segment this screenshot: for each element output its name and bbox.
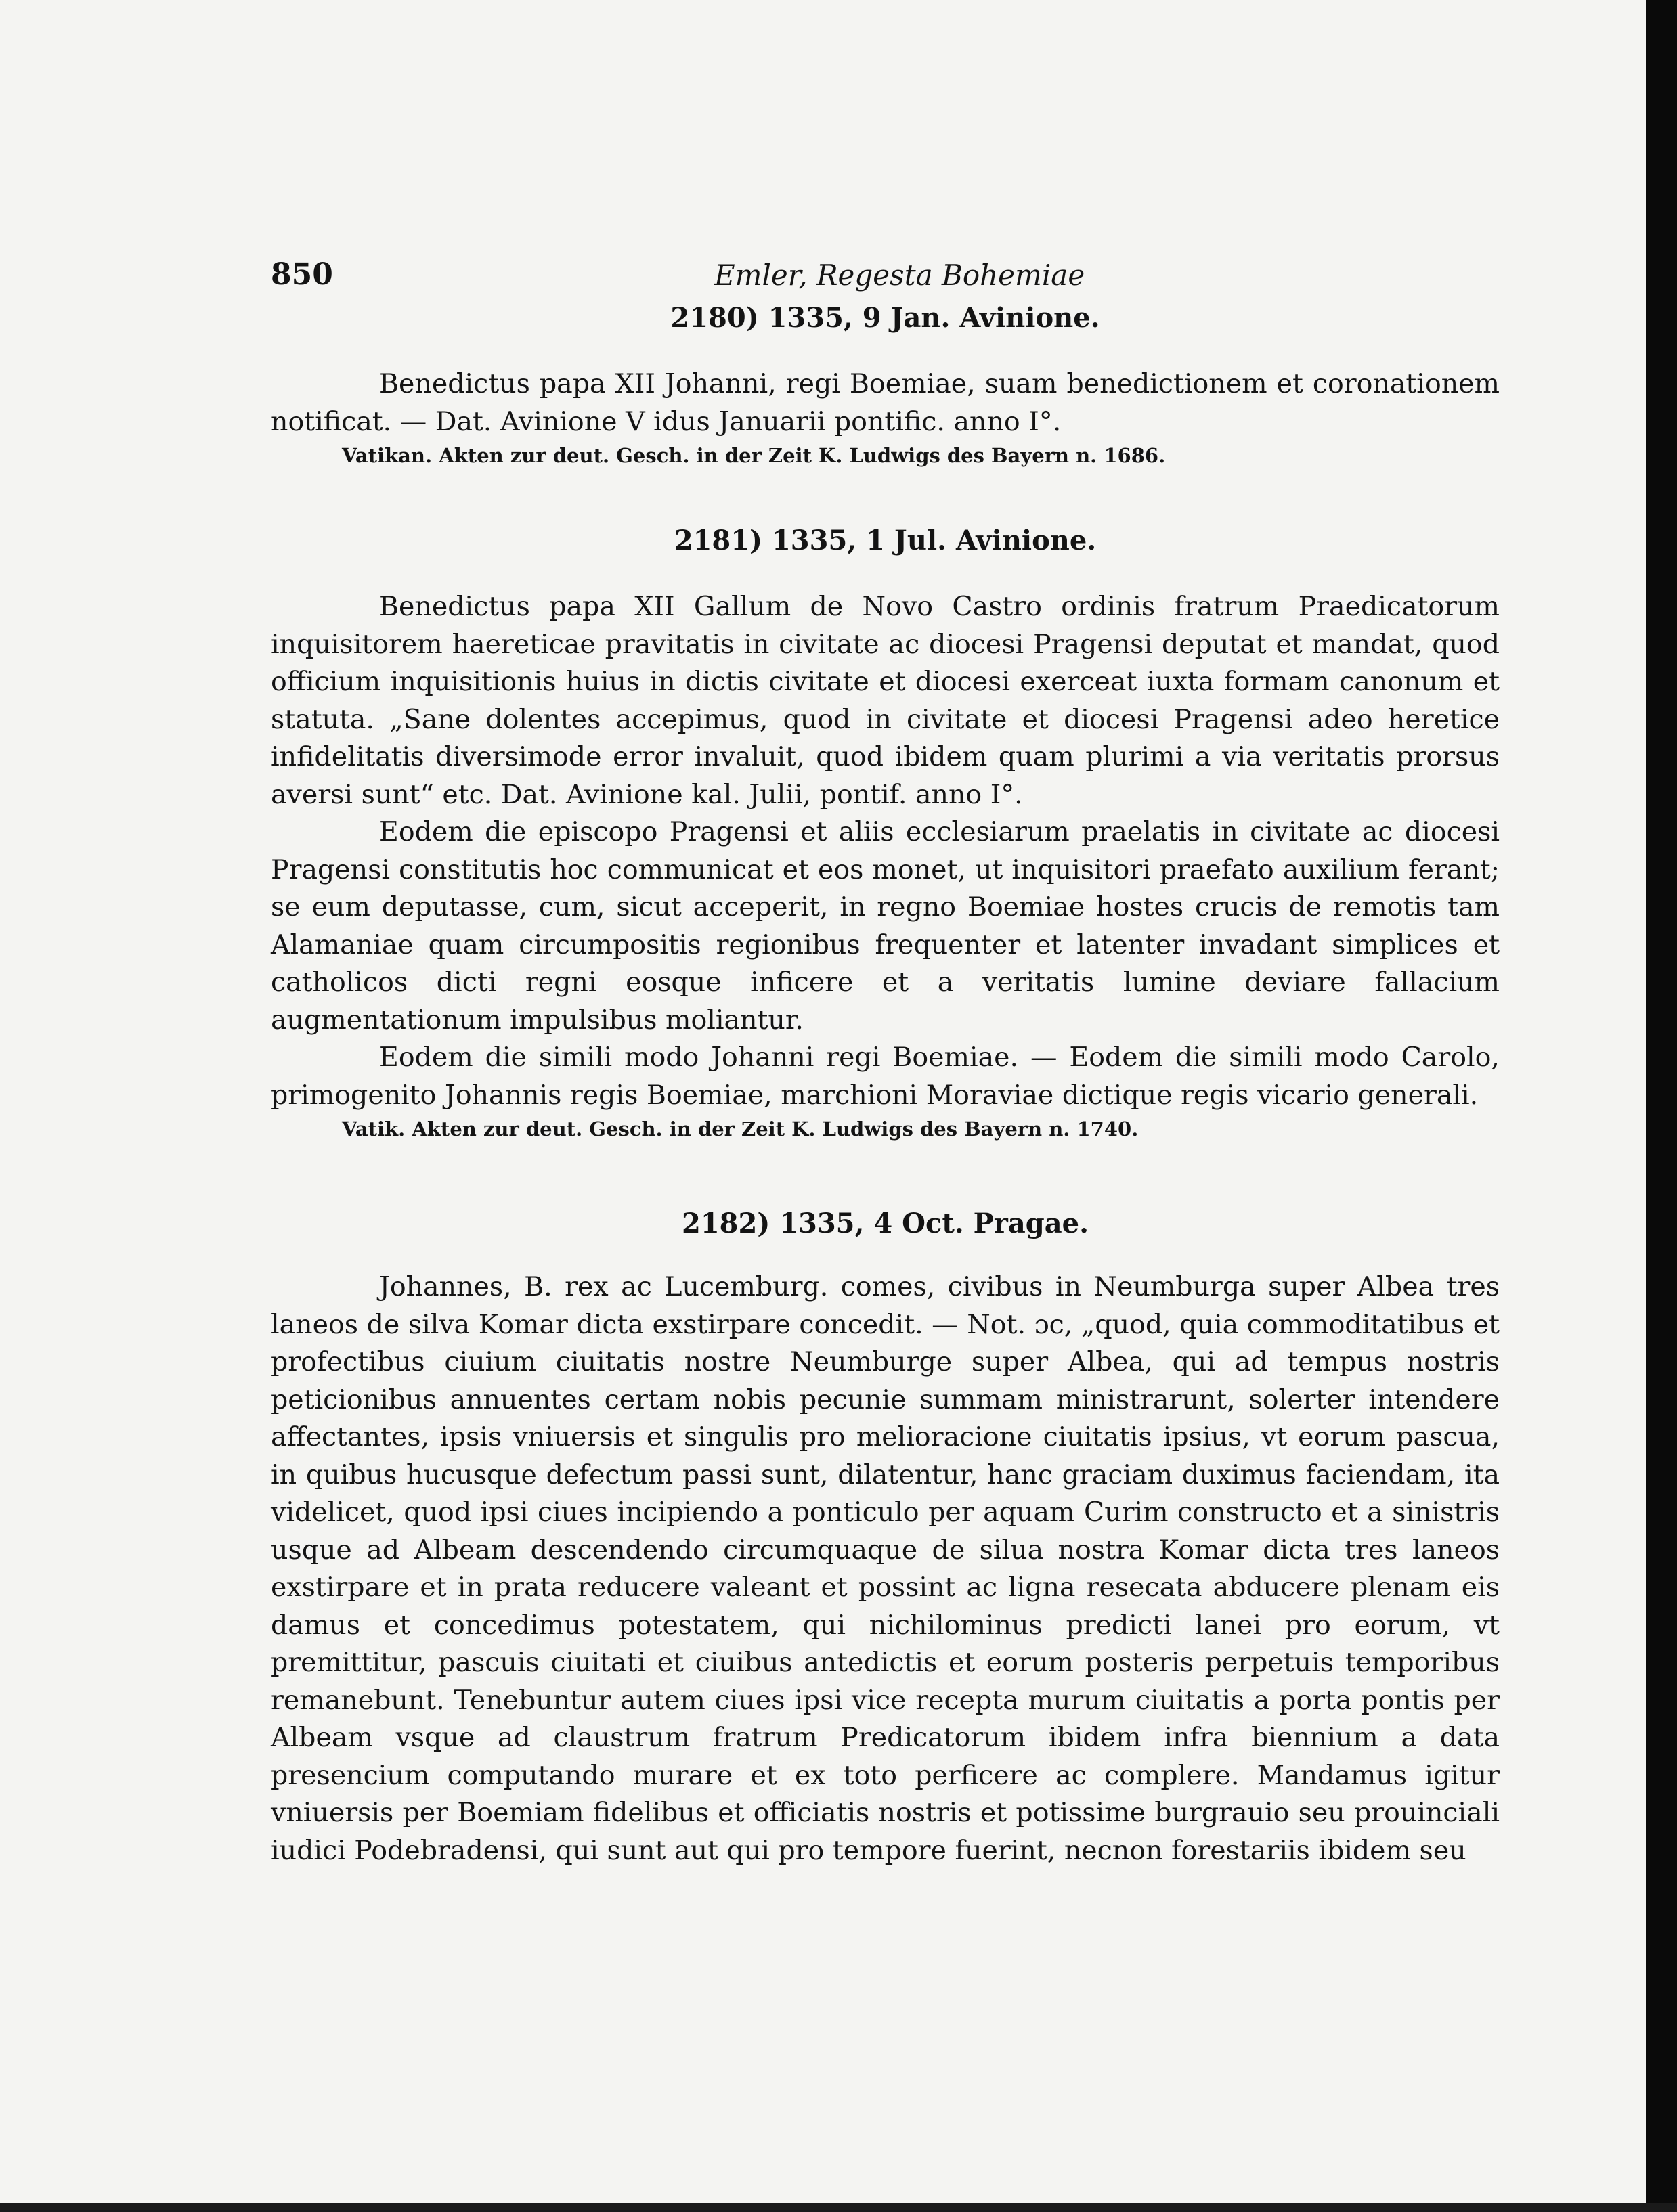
document-page: [271, 257, 1500, 1870]
entry-2182: [271, 1206, 1500, 1870]
entry-2181: [271, 523, 1500, 1144]
entry-heading: [271, 1206, 1500, 1241]
entry-number: 2180): [670, 302, 759, 334]
entry-date: 1335, 9 Jan.: [768, 302, 951, 334]
running-head: [271, 257, 1500, 305]
page-number: 850: [271, 257, 333, 292]
entry-paragraph: Benedictus papa XII Gallum de Novo Castro ordinis fratrum Praedicatorum inquisitorem haereticae pravitatis in civitate ac diocesi Pragensi deputat et mandat, quod officium inquisitionis huius in dictis civitate et diocesi exerceat iuxta formam canonum et statuta. „Sane dolentes accepimus, quod in civitate et diocesi Pragensi adeo heretice infidelitatis diversimode error invaluit, quod ibidem quam plurimi a via veritatis prorsus aversi sunt“ etc. Dat. Avinione kal. Julii, pontif. anno I°.: [271, 591, 1500, 810]
entry-place: Pragae.: [973, 1208, 1089, 1239]
entry-heading: [271, 523, 1500, 558]
running-title: Emler, Regesta Bohemiae: [714, 259, 1085, 292]
entry-date: 1335, 1 Jul.: [771, 525, 947, 556]
entry-date: 1335, 4 Oct.: [779, 1208, 964, 1239]
entry-number: 2182): [681, 1208, 770, 1239]
entry-source: Vatik. Akten zur deut. Gesch. in der Zeit K. Ludwigs des Bayern n. 1740.: [342, 1118, 1139, 1141]
entry-2180: [271, 301, 1500, 470]
entry-place: Avinione.: [959, 302, 1100, 334]
scan-edge-right: [1646, 0, 1677, 2212]
entry-paragraph: Benedictus papa XII Johanni, regi Boemiae, suam benedictionem et coronationem notificat. — Dat. Avinione V idus Januarii pontific. anno I°.: [271, 368, 1500, 437]
entry-paragraph: Eodem die episcopo Pragensi et aliis ecclesiarum praelatis in civitate ac diocesi Pragensi constitutis hoc communicat et eos monet, ut inquisitori praefato auxilium ferant; se eum deputasse, cum, sicut acceperit, in regno Boemiae hostes crucis de remotis tam Alamaniae quam circumpositis regionibus frequenter et latenter invadant simplices et catholicos dicti regni eosque inficere et a veritatis lumine deviare fallacium augmentationum impulsibus moliantur.: [271, 816, 1500, 1036]
entry-paragraph: Eodem die simili modo Johanni regi Boemiae. — Eodem die simili modo Carolo, primogenito Johannis regis Boemiae, marchioni Moraviae dictique regis vicario generali.: [271, 1042, 1500, 1111]
entry-number: 2181): [674, 525, 763, 556]
entry-place: Avinione.: [955, 525, 1097, 556]
entry-source: Vatikan. Akten zur deut. Gesch. in der Zeit K. Ludwigs des Bayern n. 1686.: [342, 444, 1166, 467]
entry-paragraph: Johannes, B. rex ac Lucemburg. comes, civibus in Neumburga super Albea tres laneos de silva Komar dicta exstirpare concedit. — Not. ɔc, „quod, quia commoditatibus et profectibus ciuium ciuitatis nostre Neumburge super Albea, qui ad tempus nostris peticionibus annuentes certam nobis pecunie summam ministrarunt, solerter intendere affectantes, ipsis vniuersis et singulis pro melioracione ciuitatis ipsius, vt eorum pascua, in quibus hucusque defectum passi sunt, dilatentur, hanc graciam duximus faciendam, ita videlicet, quod ipsi ciues incipiendo a ponticulo per aquam Curim constructo et a sinistris usque ad Albeam descendendo circumquaque de silua nostra Komar dicta tres laneos exstirpare et in prata reducere valeant et possint ac ligna resecata abducere plenam eis damus et concedimus potestatem, qui nichilominus predicti lanei pro eorum, vt premittitur, pascuis ciuitati et ciuibus antedictis et eorum posteris perpetuis temporibus remanebunt. Tenebuntur autem ciues ipsi vice recepta murum ciuitatis a porta pontis per Albeam vsque ad claustrum fratrum Predicatorum ibidem infra biennium a data presencium computando murare et ex toto perficere ac complere. Mandamus igitur vniuersis per Boemiam fidelibus et officiatis nostris et potissime burgrauio seu prouinciali iudici Podebradensi, qui sunt aut qui pro tempore fuerint, necnon forestariis ibidem seu: [271, 1271, 1500, 1866]
scan-edge-bottom: [0, 2203, 1677, 2212]
entry-heading: [271, 301, 1500, 336]
